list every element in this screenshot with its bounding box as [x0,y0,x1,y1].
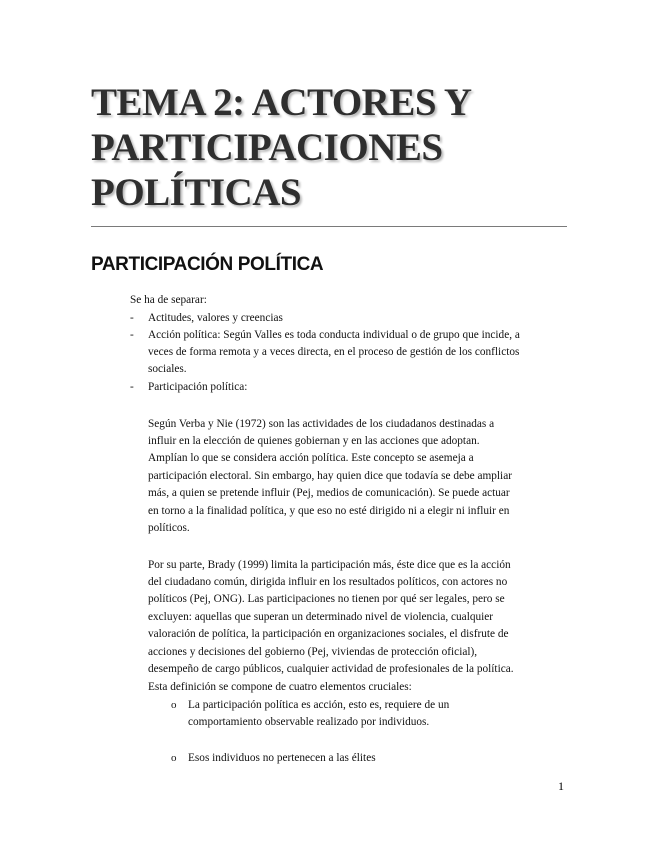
paragraph-line: Amplían lo que se considera acción política. Este concepto se asemeja a [148,452,474,464]
list-dash: - [130,312,134,324]
paragraph-line: desempeño de cargo públicos, cualquier actividad de profesionales de la política. [148,663,514,675]
title-divider [91,226,567,227]
sub-bullet-item: Esos individuos no pertenecen a las élites [188,752,376,764]
paragraph-line: del ciudadano común, dirigida influir en los resultados políticos, con actores no [148,576,508,588]
paragraph-line: Esta definición se compone de cuatro elementos cruciales: [148,681,412,693]
paragraph-line: valoración de política, la participación en organizaciones sociales, el disfrute de [148,628,509,640]
document-title: TEMA 2: ACTORES Y PARTICIPACIONES POLÍTICAS [91,81,471,214]
page-number: 1 [558,779,564,793]
list-item-continuation: veces de forma remota y a veces directa, en el proceso de gestión de los conflictos [148,346,520,358]
list-dash: - [130,329,134,341]
paragraph-line: excluyen: aquellas que superan un determinado nivel de violencia, cualquier [148,611,494,623]
paragraph-line: acciones y decisiones del gobierno (Pej, viviendas de protección oficial), [148,646,478,658]
circle-bullet-icon: o [171,752,177,764]
list-item: Actitudes, valores y creencias [148,312,283,324]
paragraph-line: políticos (Pej, ONG). Las participaciones no tienen por qué ser legales, pero se [148,593,505,605]
sub-bullet-continuation: comportamiento observable realizado por individuos. [188,716,430,728]
circle-bullet-icon: o [171,699,177,711]
sub-bullet-item: La participación política es acción, esto es, requiere de un [188,699,450,711]
paragraph-line: más, a quien se pretende influir (Pej, medios de comunicación). Se puede actuar [148,487,510,499]
intro-text: Se ha de separar: [130,294,207,306]
paragraph-line: Según Verba y Nie (1972) son las actividades de los ciudadanos destinadas a [148,418,495,430]
paragraph-line: Por su parte, Brady (1999) limita la participación más, éste dice que es la acción [148,559,511,571]
section-heading: PARTICIPACIÓN POLÍTICA [91,254,324,275]
paragraph-line: influir en la elección de quienes gobiernan y en las acciones que adoptan. [148,435,480,447]
paragraph-line: participación electoral. Sin embargo, hay quien dice que todavía se debe ampliar [148,470,512,482]
list-item: Participación política: [148,381,248,393]
paragraph-line: políticos. [148,522,190,534]
list-dash: - [130,381,134,393]
list-item-continuation: sociales. [148,363,187,375]
paragraph-line: en torno a la finalidad política, y que eso no esté dirigido ni a elegir ni influir en [148,505,510,517]
list-item: Acción política: Según Valles es toda conducta individual o de grupo que incide, a [148,329,520,341]
